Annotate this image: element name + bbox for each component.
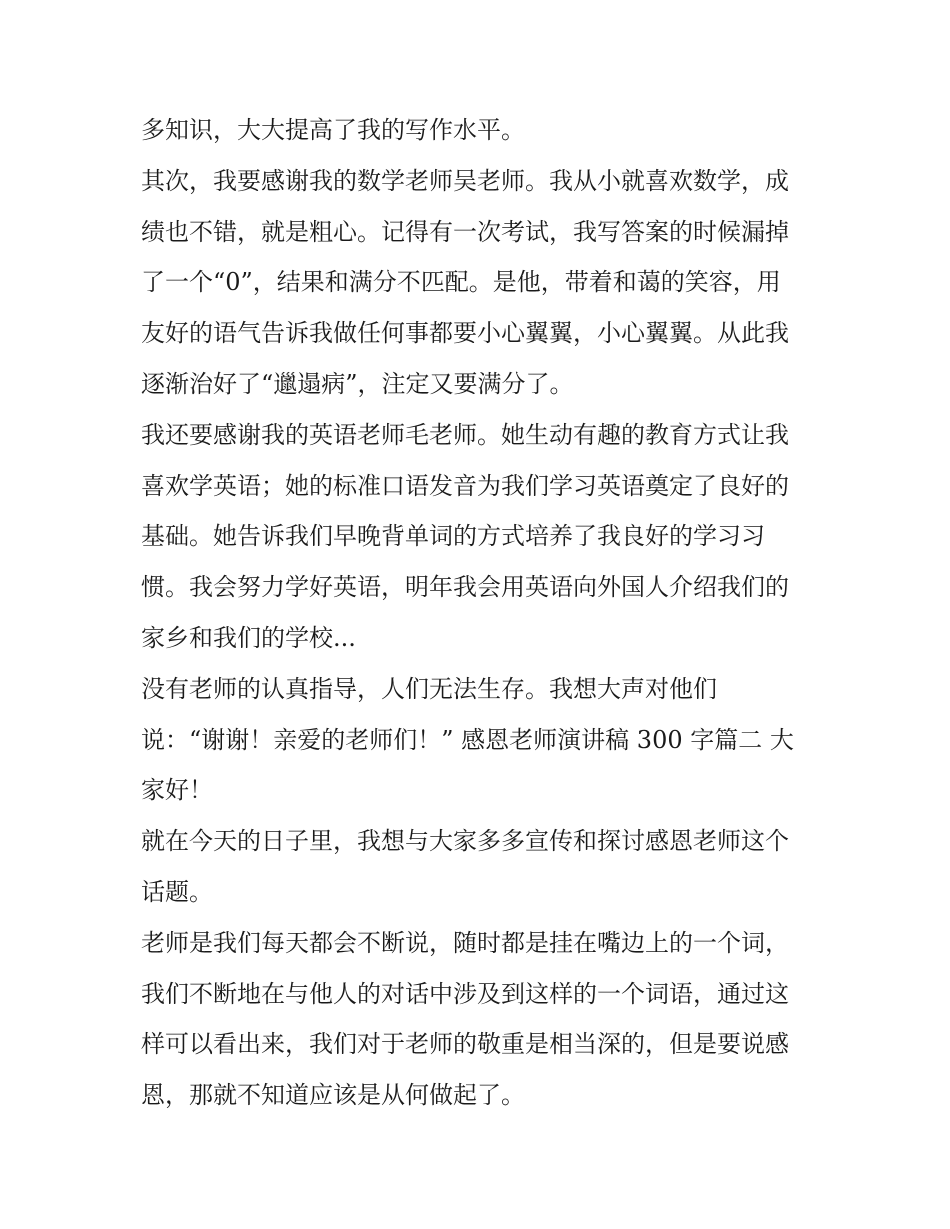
text-line: 就在今天的日子里，我想与大家多多宣传和探讨感恩老师这个	[141, 827, 789, 856]
text-line: 友好的语气告诉我做任何事都要小心翼翼，小心翼翼。从此我	[141, 319, 789, 348]
text-line: 家好！	[141, 776, 213, 805]
text-line: 我还要感谢我的英语老师毛老师。她生动有趣的教育方式让我	[141, 420, 789, 449]
text-line: 说：“谢谢！亲爱的老师们！” 感恩老师演讲稿 300 字篇二 大	[141, 725, 794, 754]
text-line: 多知识，大大提高了我的写作水平。	[141, 116, 525, 144]
text-line: 老师是我们每天都会不断说，随时都是挂在嘴边上的一个词，	[141, 928, 789, 957]
text-line: 逐渐治好了“邋遢病”，注定又要满分了。	[141, 369, 574, 398]
text-line: 其次，我要感谢我的数学老师吴老师。我从小就喜欢数学，成	[141, 166, 789, 195]
text-line: 我们不断地在与他人的对话中涉及到这样的一个词语，通过这	[141, 979, 789, 1008]
text-line: 惯。我会努力学好英语，明年我会用英语向外国人介绍我们的	[141, 573, 789, 602]
text-line: 话题。	[141, 877, 213, 906]
document-body	[141, 105, 821, 1121]
text-line: 基础。她告诉我们早晚背单词的方式培养了我良好的学习习	[141, 522, 765, 551]
text-line: 家乡和我们的学校...	[141, 623, 356, 652]
text-line: 了一个“0”，结果和满分不匹配。是他，带着和蔼的笑容，用	[141, 268, 781, 297]
text-line: 恩，那就不知道应该是从何做起了。	[141, 1081, 525, 1110]
text-line: 喜欢学英语；她的标准口语发音为我们学习英语奠定了良好的	[141, 471, 789, 500]
text-line: 样可以看出来，我们对于老师的敬重是相当深的，但是要说感	[141, 1030, 789, 1059]
text-line: 没有老师的认真指导，人们无法生存。我想大声对他们	[141, 674, 717, 703]
text-line: 绩也不错，就是粗心。记得有一次考试，我写答案的时候漏掉	[141, 217, 789, 246]
